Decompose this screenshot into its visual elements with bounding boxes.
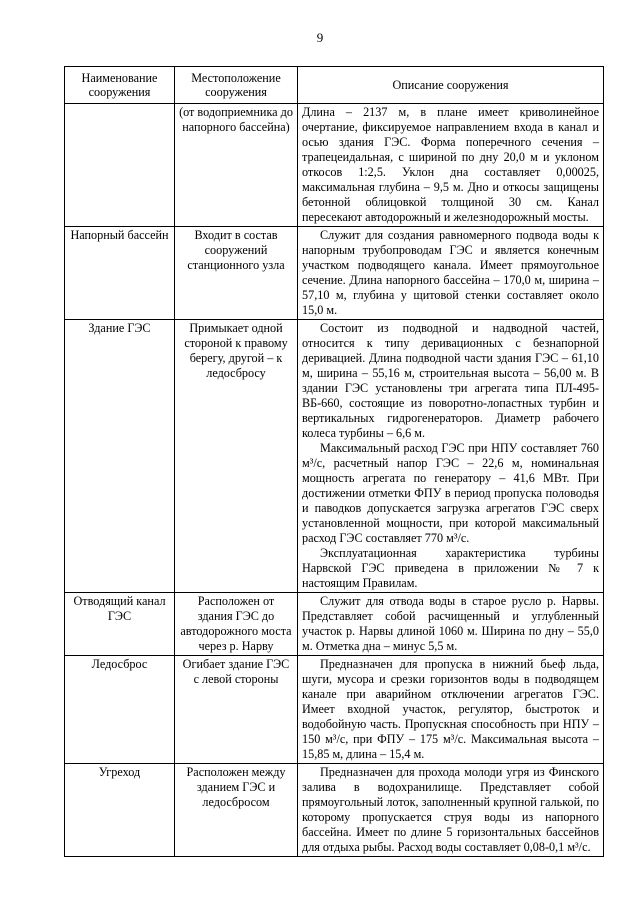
- table-row: [65, 227, 604, 320]
- structures-table: [64, 66, 604, 857]
- structure-description: [298, 656, 604, 764]
- structure-name: Ледосброс: [65, 656, 175, 764]
- description-paragraph: Эксплуатационная характеристика турбины Нарвской ГЭС приведена в приложении № 7 к настоящим Правилам.: [302, 546, 599, 590]
- header-description: Описание сооружения: [298, 67, 604, 104]
- structure-description: [298, 104, 604, 227]
- structure-description: [298, 320, 604, 593]
- structure-description: [298, 227, 604, 320]
- structure-description: [298, 593, 604, 656]
- structure-name: Отводящий канал ГЭС: [65, 593, 175, 656]
- description-paragraph: Предназначен для прохода молоди угря из Финского залива в водохранилище. Представляет собой прямоугольный лоток, заполненный крупной галькой, по которому пропускается струя воды из напорного бассейна. Имеет по длине 5 горизонтальных бассейнов для отдыха рыбы. Расход воды составляет 0,08-0,1 м³/с.: [302, 765, 599, 854]
- structure-name: Напорный бассейн: [65, 227, 175, 320]
- structure-description: [298, 764, 604, 857]
- description-paragraph: Состоит из подводной и надводной частей, относится к типу деривационных с безнапорной деривацией. Длина подводной части здания ГЭС – 61,10 м, ширина – 55,16 м, строительная высота – 56,00 м. В здании ГЭС установлены три агрегата типа ПЛ-495-ВБ-660, состоящие из поворотно-лопастных турбин и вертикальных гидрогенераторов. Диаметр рабочего колеса турбины – 6,6 м.: [302, 321, 599, 440]
- structure-name: Здание ГЭС: [65, 320, 175, 593]
- structure-location: Огибает здание ГЭС с левой стороны: [175, 656, 298, 764]
- description-paragraph: Длина – 2137 м, в плане имеет криволинейное очертание, фиксируемое направлением входа в канал и осью здания ГЭС. Форма поперечного сечения – трапецеидальная, с шириной по дну 20,0 м и уклоном откосов 1:2,5. Уклон дна составляет 0,00025, максимальная глубина – 9,5 м. Дно и откосы защищены бетонной облицовкой толщиной 30 см. Канал пересекают автодорожный и железнодорожный мосты.: [302, 105, 599, 224]
- structure-name: Угреход: [65, 764, 175, 857]
- structure-name: [65, 104, 175, 227]
- table-row: [65, 320, 604, 593]
- header-name: Наименование сооружения: [65, 67, 175, 104]
- description-paragraph: Служит для создания равномерного подвода воды к напорным трубопроводам ГЭС и является конечным участком подводящего канала. Имеет прямоугольное сечение. Длина напорного бассейна – 170,0 м, ширина – 57,10 м, глубина у щитовой стенки составляет около 15,0 м.: [302, 228, 599, 317]
- structure-location: Примыкает одной стороной к правому берегу, другой – к ледосбросу: [175, 320, 298, 593]
- table-row: [65, 593, 604, 656]
- structure-location: Расположен между зданием ГЭС и ледосбросом: [175, 764, 298, 857]
- structure-location: (от водоприемника до напорного бассейна): [175, 104, 298, 227]
- page-number: 9: [316, 30, 324, 45]
- table-row: [65, 764, 604, 857]
- structure-location: Входит в состав сооружений станционного узла: [175, 227, 298, 320]
- header-location: Местоположение сооружения: [175, 67, 298, 104]
- description-paragraph: Служит для отвода воды в старое русло р. Нарвы. Представляет собой расчищенный и углубленный участок р. Нарвы длиной 1060 м. Ширина по дну – 55,0 м. Отметка дна – минус 5,5 м.: [302, 594, 599, 653]
- structure-location: Расположен от здания ГЭС до автодорожного моста через р. Нарву: [175, 593, 298, 656]
- table-row: [65, 104, 604, 227]
- table-row: [65, 656, 604, 764]
- table-header-row: [65, 67, 604, 104]
- description-paragraph: Предназначен для пропуска в нижний бьеф льда, шуги, мусора и срезки горизонтов воды в подводящем канале при аварийном отключении агрегатов ГЭС. Имеет входной участок, регулятор, быстроток и водобойную часть. Пропускная способность при НПУ – 150 м³/с, при ФПУ – 175 м³/с. Максимальная высота – 15,85 м, длина – 15,4 м.: [302, 657, 599, 761]
- description-paragraph: Максимальный расход ГЭС при НПУ составляет 760 м³/с, расчетный напор ГЭС – 22,6 м, номинальная мощность агрегата по генератору – 41,6 МВт. При достижении отметки ФПУ в период пропуска половодья и паводков допускается загрузка агрегатов ГЭС сверх установленной мощности, при которой максимальный расход ГЭС составляет 770 м³/с.: [302, 441, 599, 545]
